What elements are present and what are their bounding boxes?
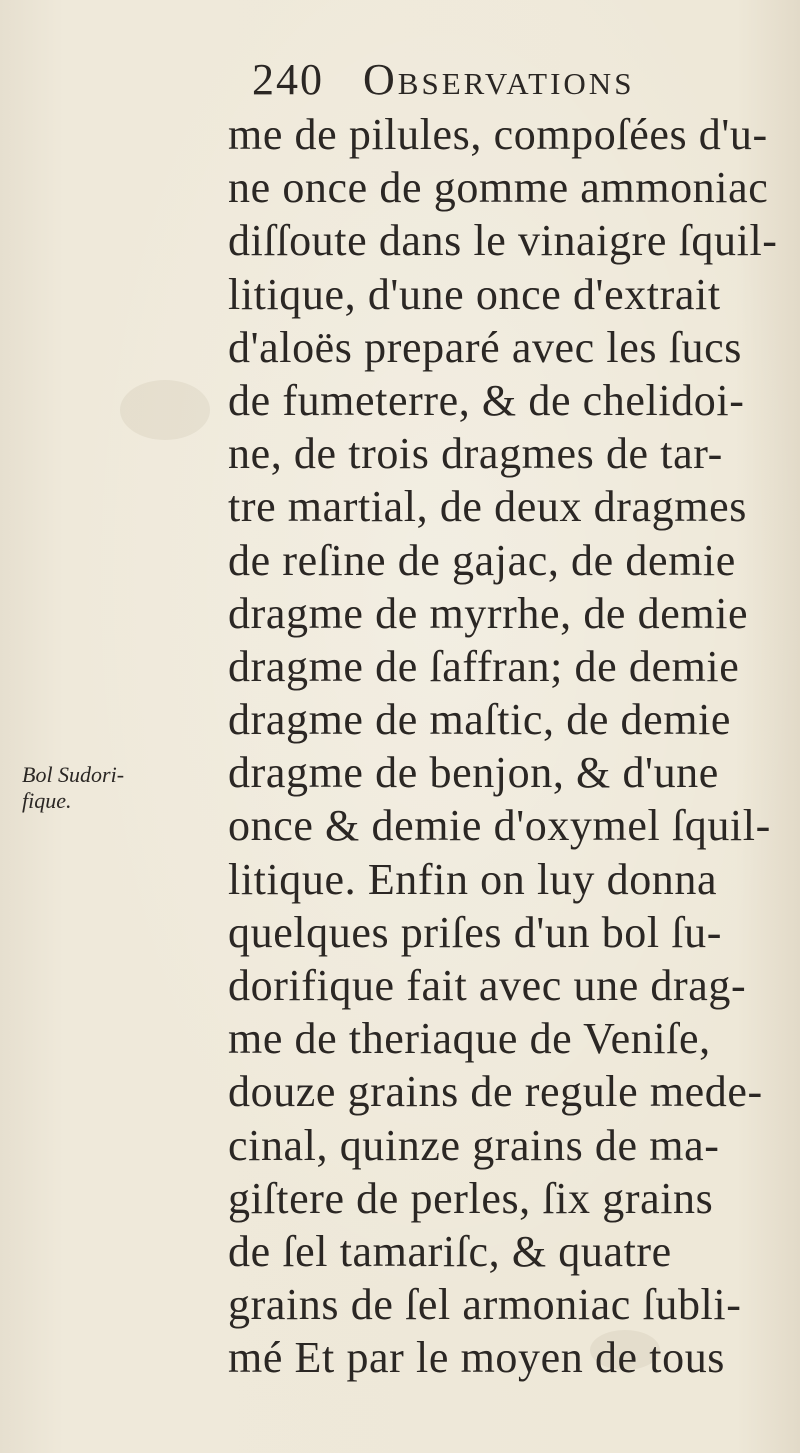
- text-line: dragme de myrrhe, de demie: [228, 588, 749, 638]
- text-line: diſſoute dans le vinaigre ſquil-: [228, 216, 778, 266]
- text-line: dorifique fait avec une drag-: [228, 961, 747, 1010]
- text-line: mé Et par le moyen de tous: [228, 1333, 726, 1383]
- text-line: giſtere de perles, ſix grains: [228, 1173, 714, 1223]
- text-line: litique. Enfin on luy donna: [228, 854, 718, 904]
- body-text: [228, 108, 788, 1385]
- text-line: dragme de maſtic, de demie: [228, 695, 732, 745]
- text-line: me de theriaque de Veniſe,: [228, 1014, 711, 1064]
- text-line: dragme de benjon, & d'une: [228, 748, 719, 798]
- text-line: ne once de gomme ammoniac: [228, 163, 769, 213]
- marginal-note-line: Bol Sudori-: [22, 762, 125, 787]
- running-title: Observations: [363, 55, 635, 104]
- text-line: litique, d'une once d'extrait: [228, 269, 721, 319]
- text-line: douze grains de regule mede-: [228, 1067, 763, 1117]
- text-line: tre martial, de deux dragmes: [228, 482, 747, 532]
- text-line: quelques priſes d'un bol ſu-: [228, 907, 722, 957]
- paper-stain: [120, 380, 210, 440]
- text-line: me de pilules, compoſées d'u-: [228, 110, 768, 159]
- marginal-note-line: fique.: [22, 788, 72, 813]
- text-line: de reſine de gajac, de demie: [228, 535, 736, 585]
- text-line: de fumeterre, & de chelidoi-: [228, 375, 745, 425]
- text-line: d'aloës preparé avec les ſucs: [228, 322, 742, 372]
- text-line: de ſel tamariſc, & quatre: [228, 1226, 672, 1276]
- text-line: once & demie d'oxymel ſquil-: [228, 801, 771, 851]
- text-line: dragme de ſaffran; de demie: [228, 641, 740, 691]
- page-number: 240: [252, 55, 324, 104]
- text-line: ne, de trois dragmes de tar-: [228, 429, 723, 479]
- marginal-note: [22, 762, 212, 814]
- page-header: [252, 55, 635, 104]
- text-line: cinal, quinze grains de ma-: [228, 1120, 720, 1170]
- text-line: grains de ſel armoniac ſubli-: [228, 1280, 742, 1330]
